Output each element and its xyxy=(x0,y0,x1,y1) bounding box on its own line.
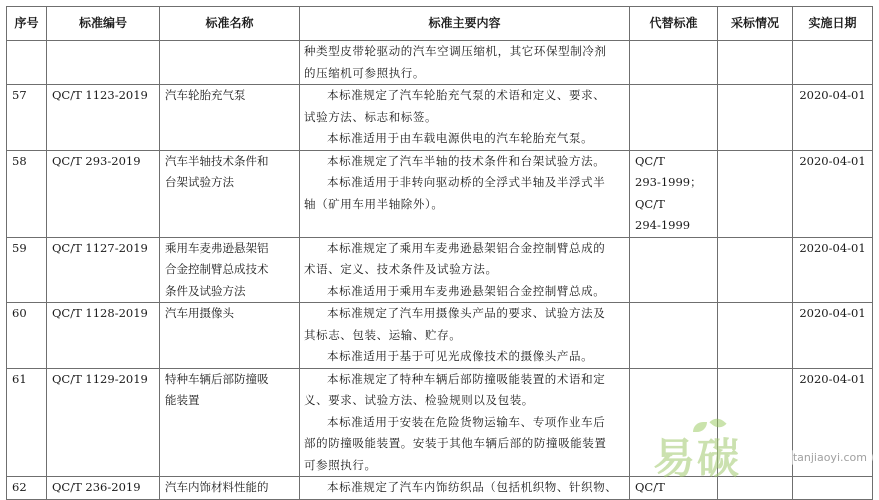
cell-empty xyxy=(47,41,160,85)
text-line: 能装置 xyxy=(165,393,200,407)
text-line: 试验方法、标志和标签。 xyxy=(304,109,438,124)
cell-main-content xyxy=(300,477,630,500)
text-line: 本标准规定了汽车内饰纺织品（包括机织物、针织物、 xyxy=(327,480,618,494)
cell-main-content xyxy=(300,237,630,303)
cell-serial-no: 57 xyxy=(7,85,47,151)
cell-serial-no: 62 xyxy=(7,477,47,500)
text-line: 条件及试验方法 xyxy=(165,283,246,298)
cell-implementation-date: 2020-04-01 xyxy=(793,368,873,477)
text-line: 部的防撞吸能装置。安装于其他车辆后部的防撞吸能装置 xyxy=(304,436,607,450)
cell-standard-name xyxy=(160,303,300,369)
text-line: 义、要求、试验方法、检验规则以及包装。 xyxy=(304,393,534,407)
table-row xyxy=(7,237,873,303)
cell-empty xyxy=(718,41,793,85)
header-replaced-standard: 代替标准 xyxy=(630,7,718,41)
header-standard-name: 标准名称 xyxy=(160,7,300,41)
cell-implementation-date: 2020-04-01 xyxy=(793,303,873,369)
cell-empty xyxy=(7,41,47,85)
cell-standard-code: QC/T 1128-2019 xyxy=(47,303,160,369)
table-row xyxy=(7,303,873,369)
text-line: 本标准适用于非转向驱动桥的全浮式半轴及半浮式半 xyxy=(327,175,606,189)
cell-replaced-standard xyxy=(630,85,718,151)
text-line: QC/T xyxy=(635,196,665,211)
cell-serial-no: 58 xyxy=(7,150,47,237)
table-header-row xyxy=(7,7,873,41)
watermark-logo-text: 易碳 xyxy=(653,434,742,483)
text-line: 台架试验方法 xyxy=(165,175,234,189)
cell-implementation-date: 2020-04-01 xyxy=(793,85,873,151)
cell-serial-no: 59 xyxy=(7,237,47,303)
header-serial-no: 序号 xyxy=(7,7,47,41)
text-line: 本标准规定了乘用车麦弗逊悬架铝合金控制臂总成的 xyxy=(327,240,606,255)
cell-main-content xyxy=(300,85,630,151)
text-line: 本标准规定了汽车半轴的技术条件和台架试验方法。 xyxy=(327,153,606,168)
cell-adoption xyxy=(718,85,793,151)
text-line: 可参照执行。 xyxy=(304,457,377,472)
cell-empty xyxy=(630,41,718,85)
cell-standard-code: QC/T 236-2019 xyxy=(47,477,160,500)
text-line: 本标准规定了汽车轮胎充气泵的术语和定义、要求、 xyxy=(327,88,606,102)
text-line: 293-1999； xyxy=(635,175,702,189)
text-line: 本标准适用于安装在危险货物运输车、专项作业车后 xyxy=(327,414,606,429)
cell-standard-name xyxy=(160,368,300,477)
watermark-url: tanjiaoyi.com xyxy=(787,450,873,465)
content-line: 的压缩机可参照执行。 xyxy=(304,65,425,80)
header-implementation-date: 实施日期 xyxy=(793,7,873,41)
text-line: 特种车辆后部防撞吸 xyxy=(165,371,269,386)
table-row xyxy=(7,85,873,151)
cell-standard-code: QC/T 293-2019 xyxy=(47,150,160,237)
cell-standard-code: QC/T 1127-2019 xyxy=(47,237,160,303)
text-line: 乘用车麦弗逊悬架铝 xyxy=(165,240,269,255)
cell-standard-name xyxy=(160,477,300,500)
text-line: 本标准规定了汽车用摄像头产品的要求、试验方法及 xyxy=(327,306,606,320)
cell-replaced-standard xyxy=(630,150,718,237)
cell-adoption xyxy=(718,150,793,237)
cell-serial-no: 60 xyxy=(7,303,47,369)
cell-main-content xyxy=(300,150,630,237)
cell-implementation-date: 2020-04-01 xyxy=(793,150,873,237)
cell-serial-no: 61 xyxy=(7,368,47,477)
site-watermark xyxy=(653,422,873,492)
text-line: 汽车用摄像头 xyxy=(165,306,234,320)
cell-standard-name xyxy=(160,237,300,303)
cell-empty xyxy=(160,41,300,85)
header-main-content: 标准主要内容 xyxy=(300,7,630,41)
cell-standard-name xyxy=(160,150,300,237)
text-line: 术语、定义、技术条件及试验方法。 xyxy=(304,262,498,276)
text-line: 本标准适用于乘用车麦弗逊悬架铝合金控制臂总成。 xyxy=(327,283,606,298)
text-line: 本标准适用于由车载电源供电的汽车轮胎充气泵。 xyxy=(327,131,594,145)
text-line: 合金控制臂总成技术 xyxy=(165,262,269,276)
cell-adoption xyxy=(718,237,793,303)
text-line: 其标志、包装、运输、贮存。 xyxy=(304,327,462,342)
text-line: 294-1999 xyxy=(635,218,691,232)
cell-standard-name xyxy=(160,85,300,151)
cell-main-content xyxy=(300,368,630,477)
cell-empty xyxy=(793,41,873,85)
header-standard-code: 标准编号 xyxy=(47,7,160,41)
text-line: QC/T xyxy=(635,153,665,168)
header-adoption: 采标情况 xyxy=(718,7,793,41)
continuation-row xyxy=(7,41,873,85)
cell-replaced-standard xyxy=(630,303,718,369)
cell-standard-code: QC/T 1129-2019 xyxy=(47,368,160,477)
continuation-content xyxy=(300,41,630,85)
text-line: 汽车内饰材料性能的 xyxy=(165,480,269,494)
text-line: 汽车半轴技术条件和 xyxy=(165,153,269,168)
cell-adoption xyxy=(718,303,793,369)
text-line: 本标准规定了特种车辆后部防撞吸能装置的术语和定 xyxy=(327,371,606,386)
text-line: 本标准适用于基于可见光成像技术的摄像头产品。 xyxy=(327,349,594,363)
text-line: 轴（矿用车用半轴除外）。 xyxy=(304,196,444,211)
cell-replaced-standard xyxy=(630,237,718,303)
content-line: 种类型皮带轮驱动的汽车空调压缩机，其它环保型制冷剂 xyxy=(304,44,607,58)
cell-standard-code: QC/T 1123-2019 xyxy=(47,85,160,151)
cell-main-content xyxy=(300,303,630,369)
table-row xyxy=(7,150,873,237)
text-line: QC/T xyxy=(635,480,665,494)
cell-implementation-date: 2020-04-01 xyxy=(793,237,873,303)
text-line: 汽车轮胎充气泵 xyxy=(165,88,246,102)
